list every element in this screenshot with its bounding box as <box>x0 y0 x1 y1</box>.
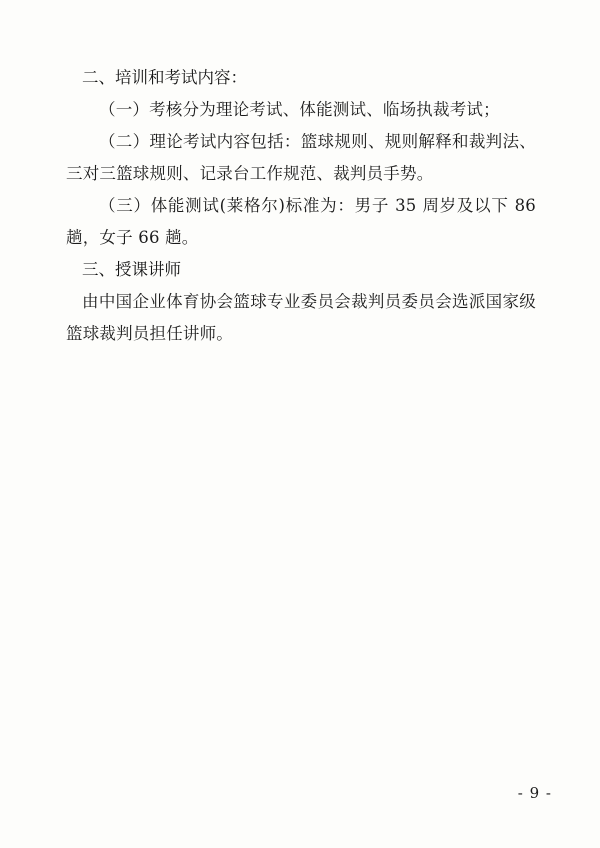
page-number: - 9 - <box>517 784 552 802</box>
paragraph-fitness-test-standard: （三）体能测试(莱格尔)标准为：男子 35 周岁及以下 86 趟，女子 66 趟。 <box>66 196 536 247</box>
paragraph-instructor-source: 由中国企业体育协会篮球专业委员会裁判员委员会选派国家级篮球裁判员担任讲师。 <box>66 292 536 343</box>
section-heading-instructors: 三、授课讲师 <box>82 260 181 279</box>
paragraph-theory-exam-scope: （二）理论考试内容包括：篮球规则、规则解释和裁判法、三对三篮球规则、记录台工作规范、裁判员手势。 <box>66 132 536 183</box>
section-heading-training-content: 二、培训和考试内容： <box>82 68 247 87</box>
paragraph-exam-categories: （一）考核分为理论考试、体能测试、临场执裁考试； <box>99 100 500 119</box>
document-body <box>66 62 536 350</box>
